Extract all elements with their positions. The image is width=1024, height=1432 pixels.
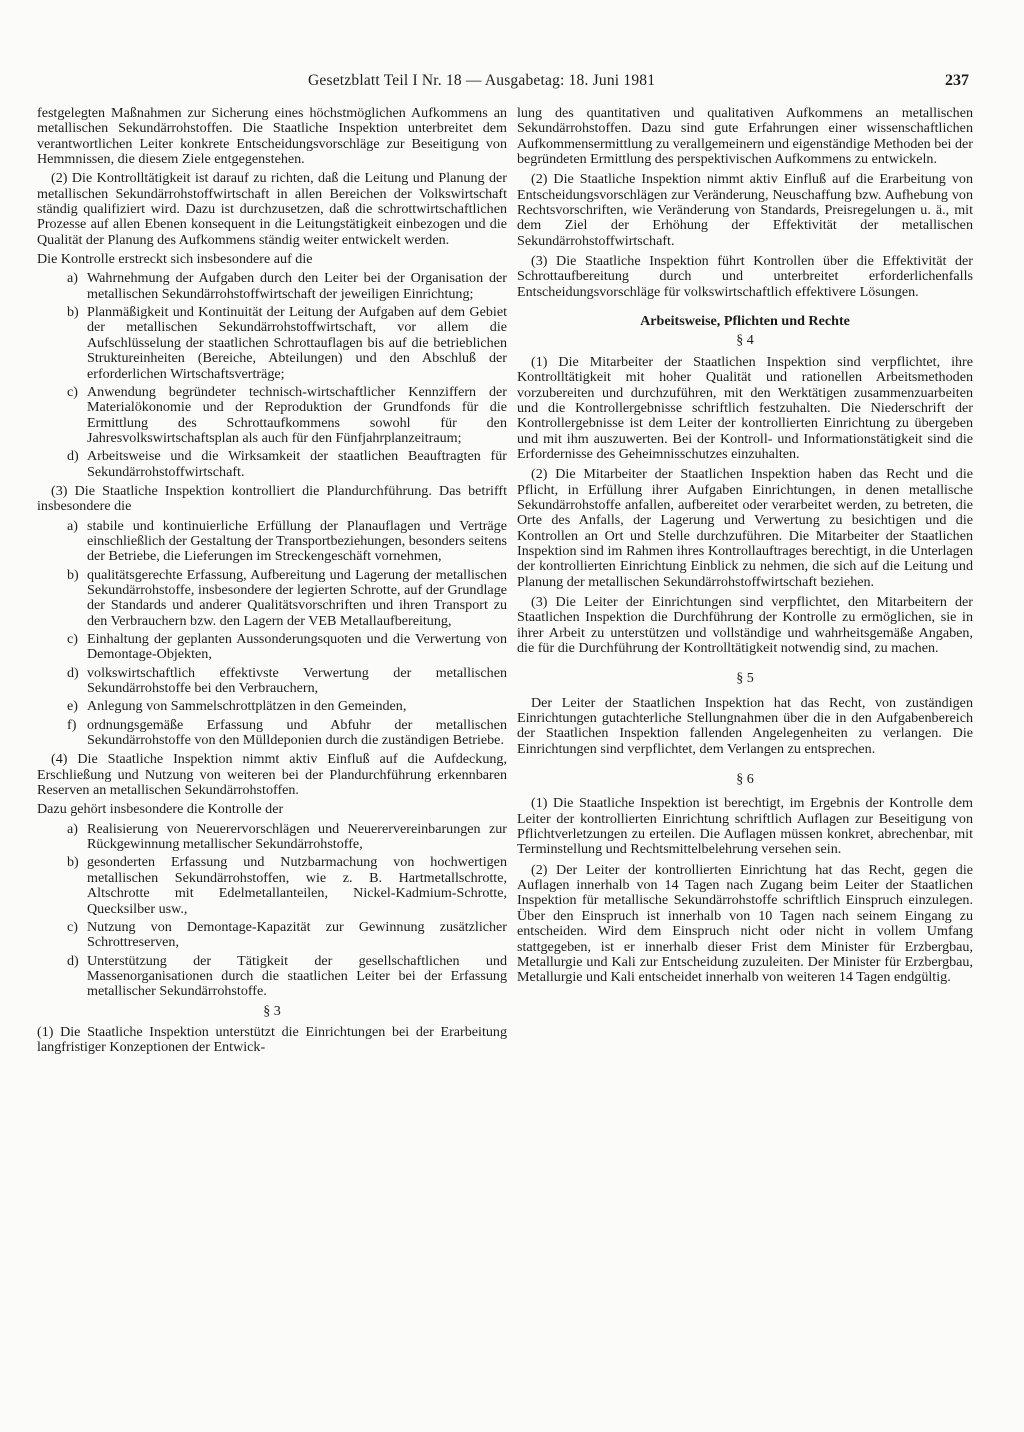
list-item-text: gesonderten Erfassung und Nutzbarmachung von hochwertigen metallischen Sekundärrohstoffen, wie z. B. Hartmetallschrotte, Altschrotte mit Edelmetallanteilen, Nickel-Kadmium-Schrotte, Quecksilber usw.,: [87, 854, 507, 917]
list-item: [37, 699, 507, 714]
list-item-text: Realisierung von Neuerervorschlägen und Neuerervereinbarungen zur Rückgewinnung metallischer Sekundärrohstoffe,: [87, 820, 507, 853]
list-item: [37, 954, 507, 1000]
list-marker: b): [67, 304, 79, 321]
left-column: [37, 106, 507, 1060]
list-marker: d): [67, 952, 79, 969]
list-marker: a): [67, 270, 78, 287]
list-item: [37, 920, 507, 951]
paragraph: (3) Die Leiter der Einrichtungen sind verpflichtet, den Mitarbeitern der Staatlichen Inspektion die Durchführung der Kontrolle zu ermöglichen, sie in ihrer Arbeit zu unterstützen und vollständige und wahrheitsgemäße Angaben, die für die Durchführung der Kontrolltätigkeit notwendig sind, zu machen.: [517, 593, 973, 656]
list-item-text: Einhaltung der geplanten Aussonderungsquoten und die Verwertung von Demontage-Objekten,: [87, 631, 507, 663]
list-item: [37, 385, 507, 446]
list-item: [37, 271, 507, 302]
list-item: [37, 519, 507, 565]
enumerated-list: [37, 519, 507, 749]
enumerated-list: [37, 271, 507, 479]
enumerated-list: [37, 822, 507, 1000]
paragraph: Der Leiter der Staatlichen Inspektion hat das Recht, von zuständigen Einrichtungen gutachterliche Stellungnahmen über die in den Aufgabenbereich der Staatlichen Inspektion fallenden Angelegenheiten zu verlangen. Die Einrichtungen sind verpflichtet, dem Verlangen zu entsprechen.: [517, 694, 973, 757]
list-item-text: Anwendung begründeter technisch-wirtschaftlicher Kennziffern der Materialökonomie und der Reproduktion der Grundfonds für die Ermittlung des Schrottaufkommens sowohl für den Jahresvolkswirtschaftsplan als auch für den Fünfjahrplanzeitraum;: [87, 383, 507, 446]
list-item: [37, 568, 507, 629]
list-item-text: Planmäßigkeit und Kontinuität der Leitung der Aufgaben auf dem Gebiet der metallischen Sekundärrohstoffwirtschaft, vor allem die Aufschlüsselung der staatlichen Schrottauflagen bis auf die betrieblichen Struktureinheiten (Bereiche, Abteilungen) und den Abschluß der erforderlichen Wirtschaftsverträge;: [87, 304, 507, 382]
section-heading: Arbeitsweise, Pflichten und Rechte: [640, 313, 850, 330]
list-marker: b): [67, 566, 79, 583]
list-marker: f): [67, 716, 77, 733]
list-item-text: stabile und kontinuierliche Erfüllung der Planauflagen und Verträge einschließlich der Gestaltung der Transportbeziehungen, besonders seitens der Betriebe, die Lieferungen im Streckengeschäft vornehmen,: [87, 517, 507, 565]
list-item-text: ordnungsgemäße Erfassung und Abfuhr der metallischen Sekundärrohstoffe von den Mülldeponien durch die zuständigen Betriebe.: [87, 716, 507, 749]
list-marker: a): [67, 820, 78, 837]
paragraph: Dazu gehört insbesondere die Kontrolle der: [37, 801, 284, 818]
list-marker: c): [67, 631, 78, 647]
header-title: Gesetzblatt Teil I Nr. 18 — Ausgabetag: 18. Juni 1981: [308, 72, 656, 89]
list-item: [37, 305, 507, 382]
section-number: § 6: [736, 771, 754, 788]
list-item: [37, 632, 507, 663]
paragraph: (1) Die Staatliche Inspektion unterstützt die Einrichtungen bei der Erarbeitung langfristiger Konzeptionen der Entwick-: [37, 1023, 507, 1056]
paragraph: (2) Die Kontrolltätigkeit ist darauf zu richten, daß die Leitung und Planung der metallischen Sekundärrohstoffwirtschaft in allen Bereichen der Volkswirtschaft ständig qualifiziert wird. Dazu ist durchzusetzen, daß die schrottwirtschaftlichen Prozesse auf allen Ebenen konsequent in die Leitungstätigkeit einbezogen und die Qualität der Planung des Aufkommens ständig weiter entwickelt werden.: [37, 170, 507, 248]
section-number: § 3: [263, 1002, 281, 1019]
section-number: § 5: [736, 670, 754, 687]
paragraph: (1) Die Mitarbeiter der Staatlichen Inspektion sind verpflichtet, ihre Kontrolltätigkeit mit hoher Qualität und rationellen Arbeitsmethoden vorzubereiten und durchzuführen, mit den Werktätigen zusammenzuarbeiten und die Kontrollergebnisse schriftlich festzuhalten. Die Niederschrift der Kontrollergebnisse ist dem Leiter der kontrollierten Einrichtung zu übergeben und mit ihm auszuwerten. Bei der Kontroll- und Informationstätigkeit sind die Erfordernisse des Geheimnisschutzes einzuhalten.: [517, 353, 973, 462]
list-item-text: Unterstützung der Tätigkeit der gesellschaftlichen und Massenorganisationen durch die staatlichen Leiter bei der Erfassung metallischer Sekundärrohstoffe.: [87, 952, 507, 1000]
paragraph: (4) Die Staatliche Inspektion nimmt aktiv Einfluß auf die Aufdeckung, Erschließung und Nutzung von weiteren bei der Plandurchführung erkennbaren Reserven an metallischen Sekundärrohstoffen.: [37, 751, 507, 799]
list-item-text: qualitätsgerechte Erfassung, Aufbereitung und Lagerung der metallischen Sekundärrohstoffe, insbesondere der legierten Schrotte, auf der Grundlage der Standards und anderer Qualitätsvorschriften und ihren Transport zu den Verbrauchern bzw. den Lagern der VEB Metallaufbereitung,: [87, 566, 507, 629]
right-column: [517, 106, 973, 990]
paragraph: lung des quantitativen und qualitativen Aufkommens an metallischen Sekundärrohstoffen. Dazu sind gute Erfahrungen einer wissenschaftlichen Aufkommensermittlung zu verallgemeinern und eigenständige Methoden bei der begründeten Ermittlung des perspektivischen Aufkommens zu entwickeln.: [517, 105, 973, 168]
paragraph: (3) Die Staatliche Inspektion kontrolliert die Plandurchführung. Das betrifft insbesondere die: [37, 482, 507, 515]
list-marker: d): [67, 664, 79, 681]
paragraph: (2) Der Leiter der kontrollierten Einrichtung hat das Recht, gegen die Auflagen innerhalb von 14 Tagen nach Zugang beim Leiter der Staatlichen Inspektion für metallische Sekundärrohstoffe schriftlich Einspruch einzulegen. Über den Einspruch ist innerhalb von 10 Tagen nach seinem Eingang zu entscheiden. Wird dem Einspruch nicht oder nicht in vollem Umfang stattgegeben, ist er innerhalb dieser Frist dem Minister für Erzbergbau, Metallurgie und Kali zur Entscheidung zuzuleiten. Der Minister für Erzbergbau, Metallurgie und Kali entscheidet innerhalb von weiteren 14 Tagen endgültig.: [517, 861, 973, 986]
list-item-text: Nutzung von Demontage-Kapazität zur Gewinnung zusätzlicher Schrottreserven,: [87, 918, 507, 951]
list-marker: a): [67, 517, 78, 534]
list-item: [37, 449, 507, 480]
page-header: [300, 72, 1000, 96]
list-marker: e): [67, 698, 78, 715]
list-item-text: Wahrnehmung der Aufgaben durch den Leiter bei der Organisation der metallischen Sekundärrohstoffwirtschaft der jeweiligen Einrichtung;: [87, 270, 507, 302]
list-item: [37, 666, 507, 697]
page-number: 237: [945, 72, 969, 89]
section-number: § 4: [736, 332, 754, 349]
list-marker: d): [67, 448, 79, 465]
list-item: [37, 855, 507, 916]
paragraph: (2) Die Mitarbeiter der Staatlichen Inspektion haben das Recht und die Pflicht, in Erfüllung ihrer Aufgaben Einrichtungen, in denen metallische Sekundärrohstoffe anfallen, aufbereitet oder verarbeitet werden, zu betreten, die Orte des Anfalls, der Lagerung und Verwertung zu besichtigen und die Kontrollen an Ort und Stelle durchzuführen. Die Mitarbeiter der Staatlichen Inspektion sind im Rahmen ihres Kontrollauftrages berechtigt, in die Unterlagen der kontrollierten Einrichtung Einblick zu nehmen, die sich auf die Leitung und Planung der metallischen Sekundärrohstoffwirtschaft beziehen.: [517, 466, 973, 590]
paragraph: (3) Die Staatliche Inspektion führt Kontrollen über die Effektivität der Schrottaufbereitung durch und unterbreitet erforderlichenfalls Entscheidungsvorschläge für volkswirtschaftlich effektivere Lösungen.: [517, 253, 973, 300]
list-item-text: Anlegung von Sammelschrottplätzen in den Gemeinden,: [87, 698, 407, 715]
list-item-text: volkswirtschaftlich effektivste Verwertung der metallischen Sekundärrohstoffe bei den Verbrauchern,: [87, 664, 507, 697]
list-marker: c): [67, 918, 78, 935]
list-item: [37, 718, 507, 749]
list-item-text: Arbeitsweise und die Wirksamkeit der staatlichen Beauftragten für Sekundärrohstoffwirtschaft.: [87, 448, 507, 480]
paragraph: festgelegten Maßnahmen zur Sicherung eines höchstmöglichen Aufkommens an metallischen Sekundärrohstoffen. Die Staatliche Inspektion unterbreitet dem verantwortlichen Leiter konkrete Entscheidungsvorschläge zur Beseitigung von Hemmnissen, die diesem Ziele entgegenstehen.: [37, 105, 507, 168]
paragraph: (1) Die Staatliche Inspektion ist berechtigt, im Ergebnis der Kontrolle dem Leiter der kontrollierten Einrichtung schriftlich Auflagen zur Beseitigung von Pflichtverletzungen zu erteilen. Die Auflagen müssen konkret, abrechenbar, mit Terminstellung und Rechtsmittelbelehrung versehen sein.: [517, 795, 973, 858]
list-marker: c): [67, 383, 78, 400]
list-item: [37, 822, 507, 853]
paragraph: Die Kontrolle erstreckt sich insbesondere auf die: [37, 251, 313, 268]
paragraph: (2) Die Staatliche Inspektion nimmt aktiv Einfluß auf die Erarbeitung von Entscheidungsvorschlägen zur Veränderung, Neuschaffung bzw. Aufhebung von Rechtsvorschriften, wie Veränderung von Standards, Preisregelungen u. ä., mit dem Ziel der Erhöhung der Effektivität der metallischen Sekundärrohstoffwirtschaft.: [517, 171, 973, 249]
list-marker: b): [67, 854, 79, 871]
